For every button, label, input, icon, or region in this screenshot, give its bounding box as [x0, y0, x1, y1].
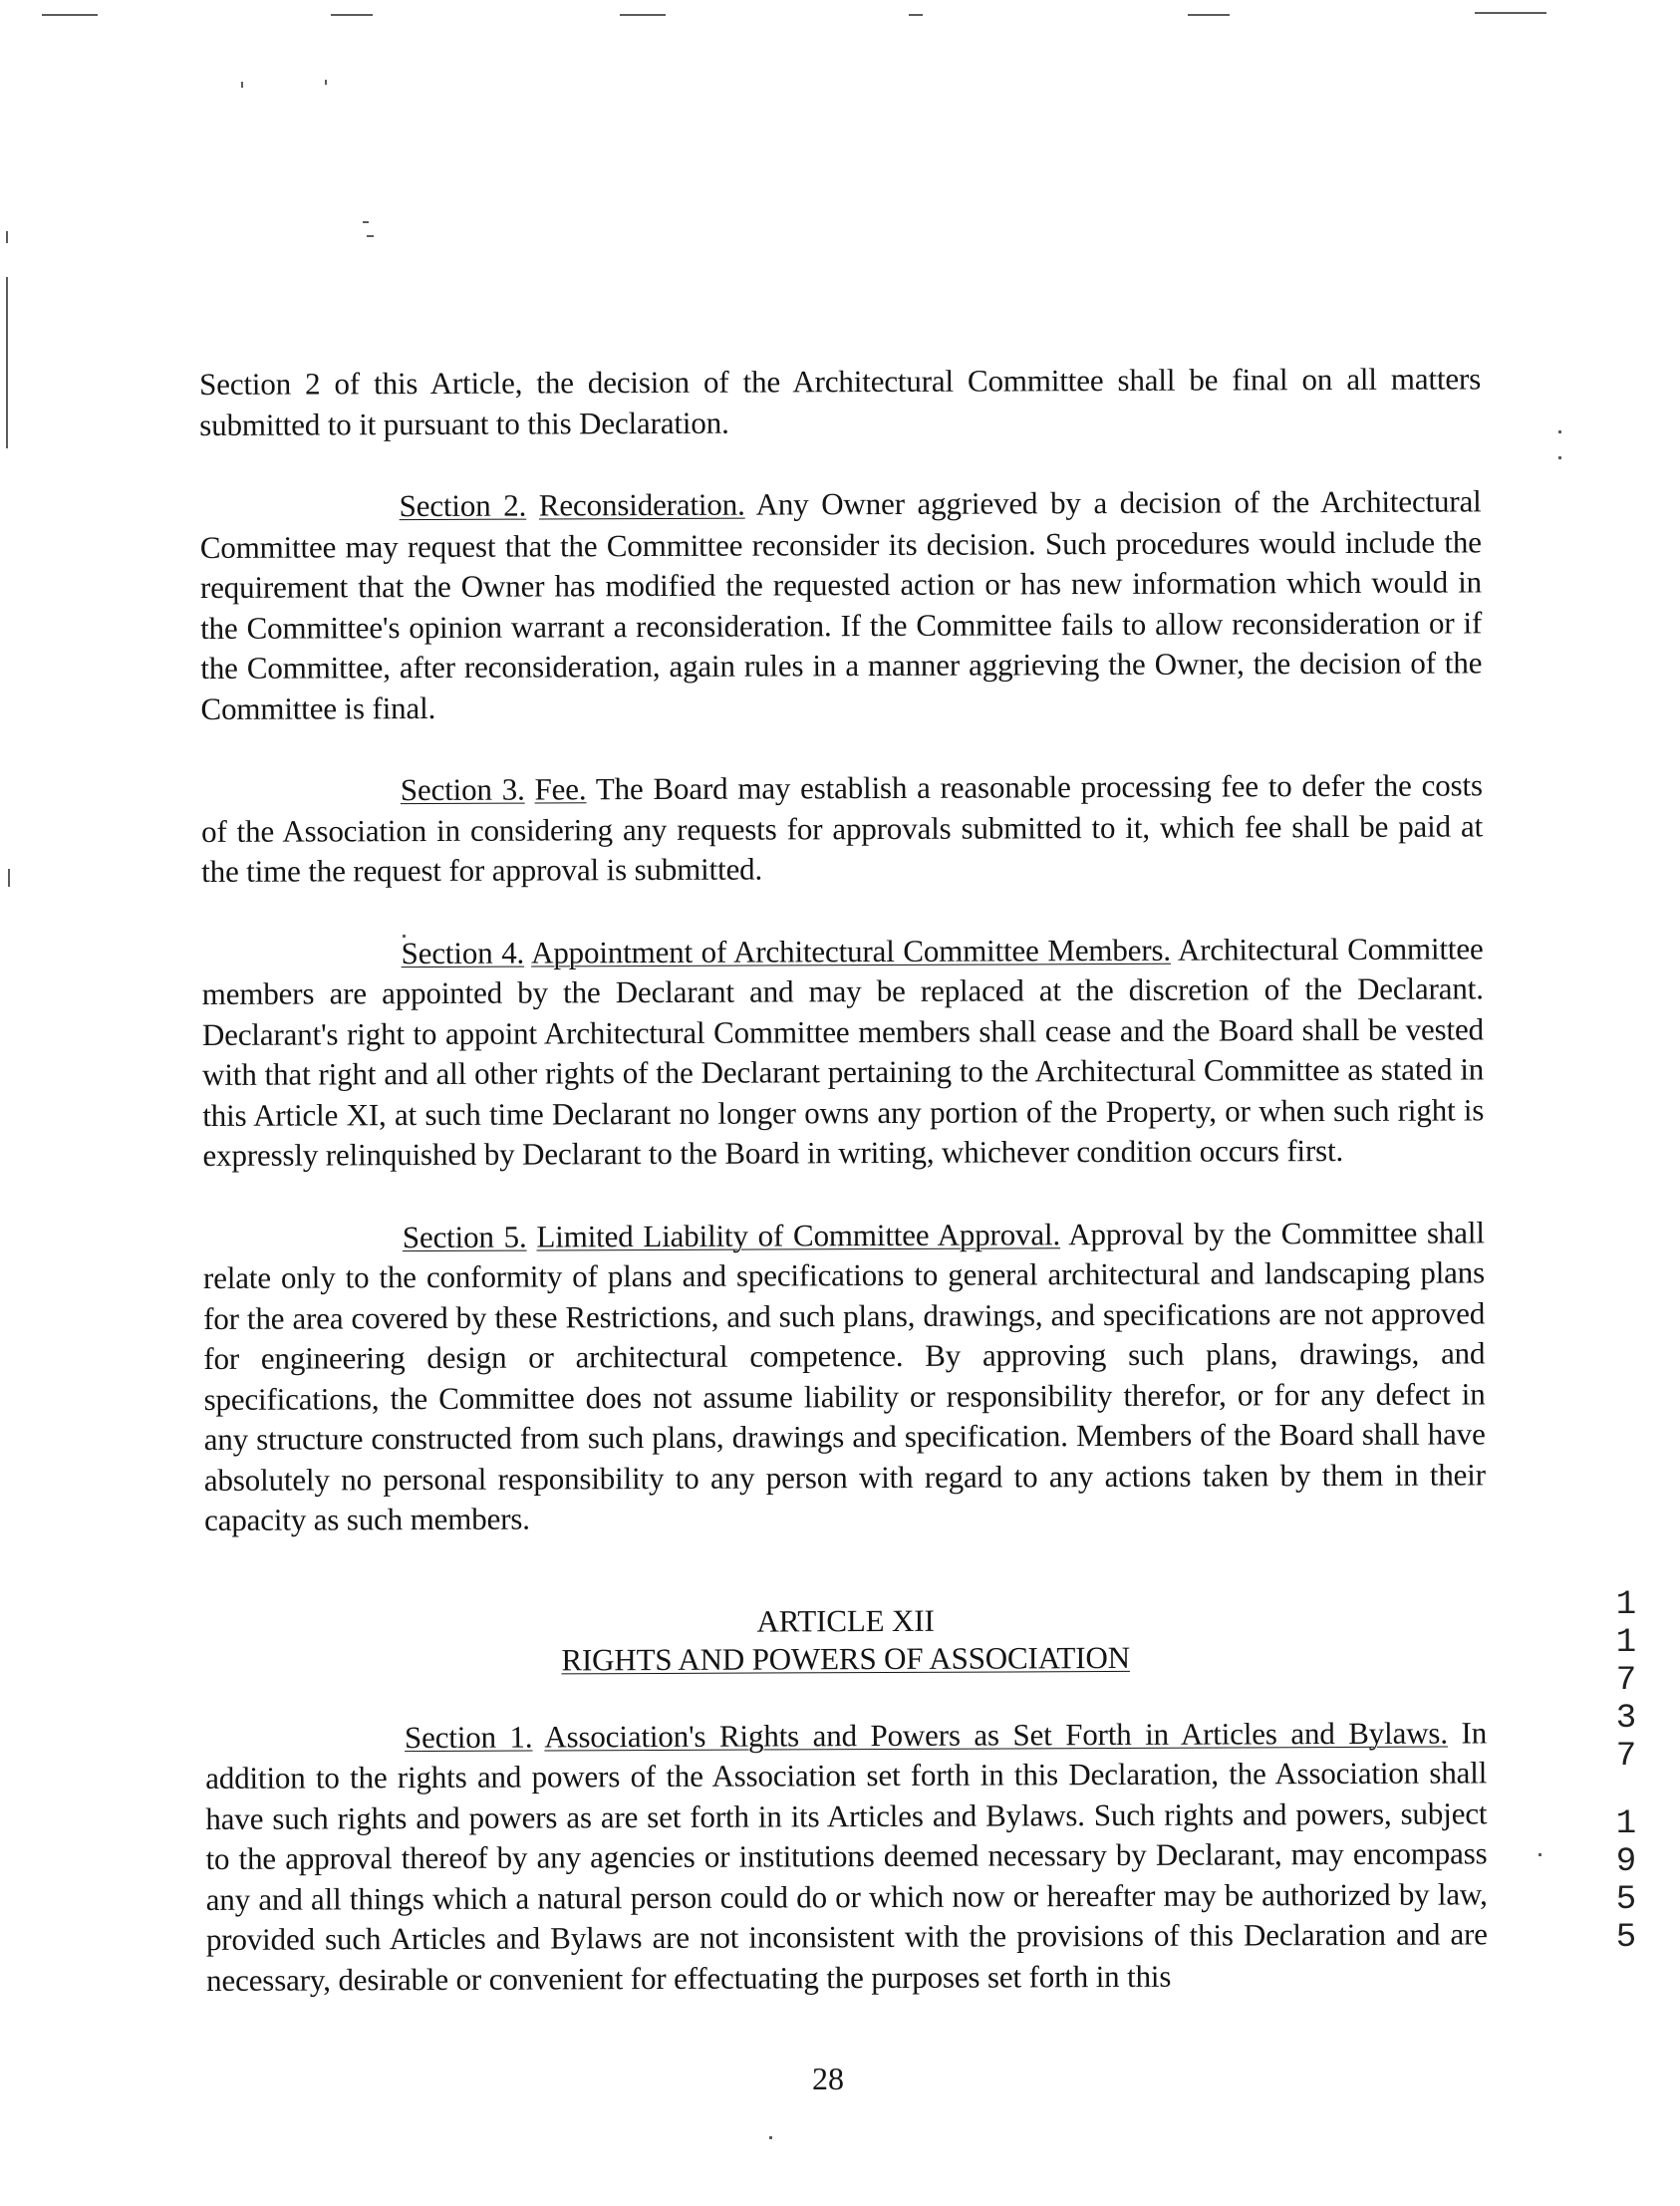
section-heading: Limited Liability of Committee Approval. [536, 1216, 1061, 1254]
scan-speck-6 [1558, 456, 1561, 459]
scan-speck-2 [325, 80, 327, 85]
stamp-digit: 7 [1615, 1662, 1637, 1700]
scan-top-mark-6 [1475, 12, 1546, 14]
stamp-digit: 1 [1615, 1624, 1637, 1662]
recording-stamp [1604, 1586, 1648, 1957]
stamp-gap [1604, 1776, 1648, 1805]
scan-left-edge-line [6, 277, 8, 448]
section-2-paragraph [200, 481, 1483, 729]
section-text: The Board may establish a reasonable processing fee to defer the costs of the Association in considering any requests for approvals submitted to it, which fee shall be paid at the time the request for approval is submitted. [200, 767, 1484, 889]
scan-left-speck-1 [6, 231, 8, 243]
stamp-digit: 7 [1615, 1738, 1637, 1776]
stamp-digit: 5 [1615, 1919, 1637, 1957]
scan-speck-4 [367, 235, 374, 237]
section-number: Section 5. [402, 1219, 527, 1254]
article-subtitle: RIGHTS AND POWERS OF ASSOCIATION [561, 1639, 1130, 1677]
scan-speck-1 [241, 82, 243, 88]
page-number: 28 [812, 2061, 844, 2096]
section-text: Architectural Committee members are appointed by the Declarant and may be replaced at the discretion of the Declarant. Declarant's right to appoint Architectural Committee members shall cease and the Board shall be vested with that right and all other rights of the Declarant pertaining to the Architectural Committee as stated in this Article XI, at such time Declarant no longer owns any portion of the Property, or when such right is expressly relinquished by Declarant to the Board in writing, whichever condition occurs first. [201, 930, 1485, 1173]
scan-top-mark-3 [620, 14, 666, 16]
section-heading: Fee. [534, 771, 587, 807]
stamp-digit: 9 [1615, 1843, 1637, 1881]
scan-speck-3 [363, 221, 369, 223]
section-heading: Appointment of Architectural Committee Members. [530, 932, 1172, 970]
scan-left-speck-2 [8, 869, 10, 887]
section-4-paragraph [201, 929, 1484, 1177]
paragraph-text: Section 2 of this Article, the decision of the Architectural Committee shall be final on all matters submitted to it pursuant to this Declaration. [199, 361, 1482, 442]
section-text: Any Owner aggrieved by a decision of the Architectural Committee may request that the Committee reconsider its decision. Such procedures would include the requirement that the Owner has modified the requested action or has new information which would in the Committee's opinion warrant a reconsideration. If the Committee fails to allow reconsideration or if the Committee, after reconsideration, again rules in a manner aggrieving the Owner, the decision of the Committee is final. [199, 483, 1483, 726]
section-heading: Reconsideration. [538, 486, 745, 523]
section-text: In addition to the rights and powers of the Association set forth in this Declaration, the Association shall have such rights and powers as are set forth in its Articles and Bylaws. Such rights and powers, subject to the approval thereof by any agencies or institutions deemed necessary by Declarant, may encompass any and all things which a natural person could do or which now or hereafter may be authorized by law, provided such Articles and Bylaws are not inconsistent with the provisions of this Declaration and are necessary, desirable or convenient for effectuating the purposes set forth in this [205, 1714, 1488, 1998]
scan-speck-7 [1539, 1853, 1541, 1856]
section-number: Section 2. [399, 487, 527, 524]
continued-paragraph [199, 359, 1481, 445]
stamp-digit: 1 [1615, 1805, 1637, 1843]
scan-speck-5 [1558, 430, 1561, 433]
scan-top-mark-4 [909, 14, 923, 16]
section-number: Section 1. [404, 1719, 533, 1755]
article-heading [204, 1599, 1486, 1681]
section-5-paragraph [203, 1213, 1486, 1541]
section-heading: Association's Rights and Powers as Set Forth in Articles and Bylaws. [544, 1715, 1448, 1755]
stamp-digit: 3 [1615, 1700, 1637, 1738]
scan-top-mark-2 [331, 14, 373, 16]
document-body [199, 359, 1488, 2001]
section-text: Approval by the Committee shall relate only to the conformity of plans and specifications to general architectural and landscaping plans for the area covered by these Restrictions, and such plans, drawings, and specifications are not approved for engineering design or architectural competence. By approving such plans, drawings, and specifications, the Committee does not assume liability or responsibility therefor, or for any defect in any structure constructed from such plans, drawings and specification. Members of the Board shall have absolutely no personal responsibility to any person with regard to any actions taken by them in their capacity as such members. [202, 1214, 1486, 1537]
scan-top-mark-1 [42, 14, 98, 16]
scan-top-mark-5 [1188, 14, 1230, 16]
section-3-paragraph [201, 765, 1484, 892]
article-section-1-paragraph [205, 1713, 1488, 2001]
article-title: ARTICLE XII [756, 1602, 935, 1639]
scan-speck-8 [769, 2136, 772, 2139]
stamp-digit: 1 [1615, 1586, 1637, 1624]
section-number: Section 3. [400, 771, 525, 808]
stamp-digit: 5 [1615, 1881, 1637, 1919]
section-number: Section 4. [401, 935, 525, 970]
